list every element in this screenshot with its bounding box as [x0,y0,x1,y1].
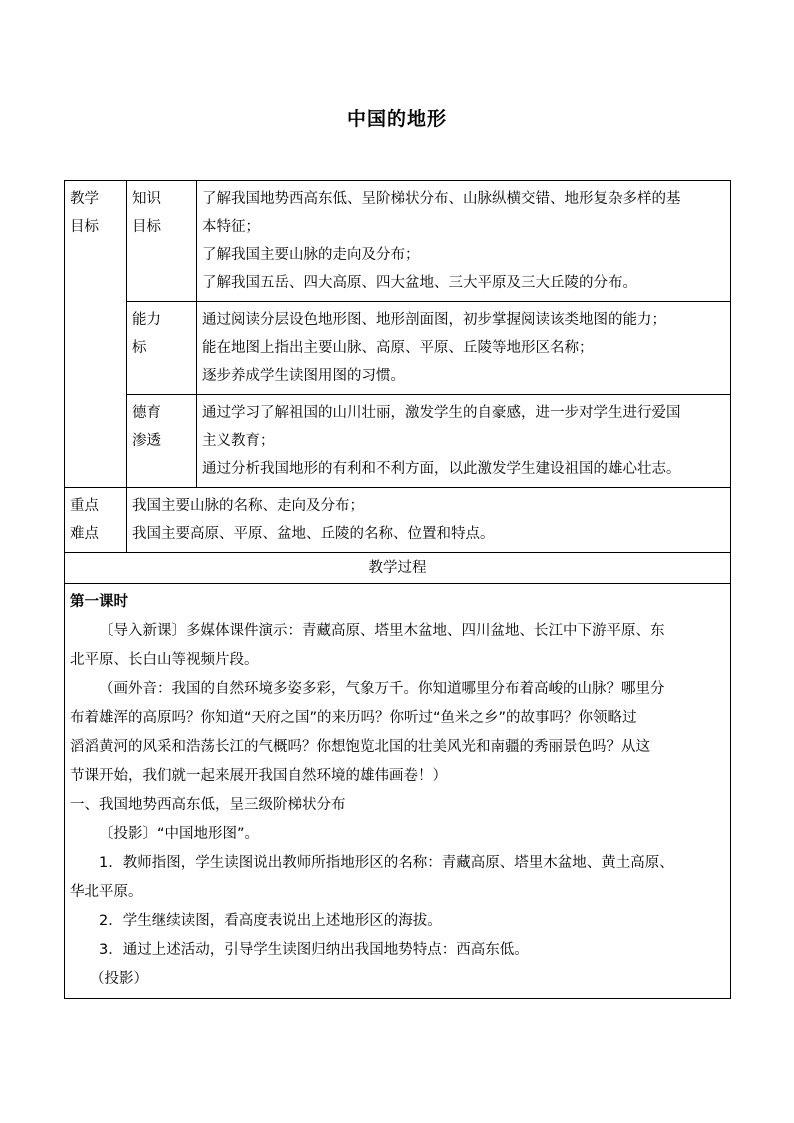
knowledge-goal-label: 知识 目标 [127,181,197,302]
process-header: 教学过程 [65,553,731,584]
objective-row-ability [65,302,731,395]
process-content-row [65,584,731,999]
process-header-row [65,553,731,584]
lesson-plan-table [64,180,731,999]
ability-goal-label: 能力 标 [127,302,197,395]
objective-row-moral [65,395,731,488]
projection-note: 〔投影〕“中国地形图”。 [99,826,260,842]
moral-goal-content: 通过学习了解祖国的山川壮丽，激发学生的自豪感，进一步对学生进行爱国 主义教育； 通过分析我国地形的有利和不利方面，以此激发学生建设祖国的雄心壮志。 [197,395,731,488]
step-1-paragraph: 1．教师指图，学生读图说出教师所指地形区的名称：青藏高原、塔里木盆地、黄土高原、 华北平原。 [70,855,674,900]
step-3-paragraph: 3．通过上述活动，引导学生读图归纳出我国地势特点：西高东低。 [99,942,529,958]
lesson-title: 第一课时 [70,594,128,610]
objective-row-knowledge [65,181,731,302]
page-title: 中国的地形 [346,108,447,130]
key-points-label: 重点 难点 [65,488,127,553]
intro-paragraph: 〔导入新课〕多媒体课件演示：青藏高原、塔里木盆地、四川盆地、长江中下游平原、东 北平原、长白山等视频片段。 [70,623,665,668]
projection-note-2: （投影） [90,971,148,987]
key-points-row [65,488,731,553]
knowledge-goal-content: 了解我国地势西高东低、呈阶梯状分布、山脉纵横交错、地形复杂多样的基 本特征； 了解我国主要山脉的走向及分布； 了解我国五岳、四大高原、四大盆地、三大平原及三大丘陵的分布。 [197,181,731,302]
key-points-content: 我国主要山脉的名称、走向及分布； 我国主要高原、平原、盆地、丘陵的名称、位置和特点。 [127,488,731,553]
section-heading: 一、我国地势西高东低，呈三级阶梯状分布 [70,797,346,813]
step-2-paragraph: 2．学生继续读图，看高度表说出上述地形区的海拔。 [99,913,442,929]
process-content [65,584,731,999]
ability-goal-content: 通过阅读分层设色地形图、地形剖面图，初步掌握阅读该类地图的能力； 能在地图上指出主要山脉、高原、平原、丘陵等地形区名称； 逐步养成学生读图用图的习惯。 [197,302,731,395]
objectives-group-label: 教学 目标 [65,181,127,488]
moral-goal-label: 德育 渗透 [127,395,197,488]
voiceover-paragraph: （画外音：我国的自然环境多姿多彩，气象万千。你知道哪里分布着高峻的山脉？哪里分 布着雄浑的高原吗？你知道“天府之国”的来历吗？你听过“鱼米之乡”的故事吗？你领略过 滔滔黄河的风采和浩荡长江的气概吗？你想饱览北国的壮美风光和南疆的秀丽景色吗？从这 节课开始，我们就一起来展开我国自然环境的雄伟画卷！） [70,681,665,784]
